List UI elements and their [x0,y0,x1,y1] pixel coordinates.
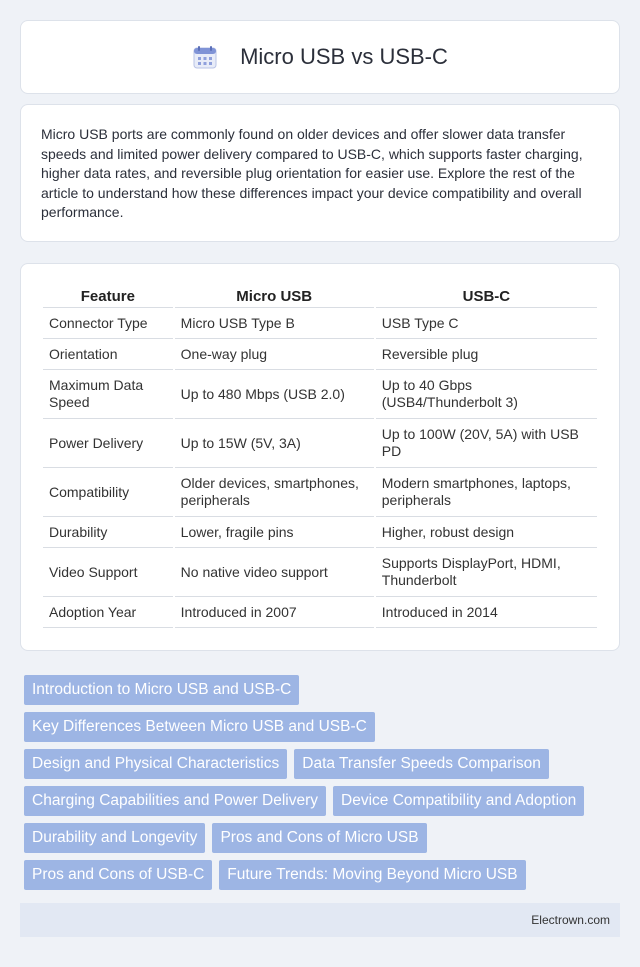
tag-row [24,675,620,705]
topic-link[interactable]: Device Compatibility and Adoption [333,786,584,816]
topic-tags [24,675,620,897]
tag-row [24,823,620,853]
topic-link[interactable]: Durability and Longevity [24,823,205,853]
table-cell: Maximum Data Speed [43,370,173,419]
table-row [43,468,597,517]
table-cell: Power Delivery [43,419,173,468]
topic-link[interactable]: Charging Capabilities and Power Delivery [24,786,326,816]
table-cell: No native video support [175,548,374,597]
calendar-icon [192,44,218,70]
tag-row [24,712,620,742]
table-row [43,517,597,548]
title-card [20,20,620,94]
topic-link[interactable]: Design and Physical Characteristics [24,749,287,779]
topic-link[interactable]: Key Differences Between Micro USB and USB-C [24,712,375,742]
table-cell: Supports DisplayPort, HDMI, Thunderbolt [376,548,597,597]
table-cell: Older devices, smartphones, peripherals [175,468,374,517]
table-cell: Up to 40 Gbps (USB4/Thunderbolt 3) [376,370,597,419]
table-cell: Connector Type [43,308,173,339]
footer [20,903,620,937]
tag-row [24,860,620,890]
table-row [43,548,597,597]
table-cell: Introduced in 2014 [376,597,597,628]
table-row [43,339,597,370]
table-cell: Micro USB Type B [175,308,374,339]
table-cell: Orientation [43,339,173,370]
tag-row [24,786,620,816]
table-row [43,419,597,468]
table-cell: Durability [43,517,173,548]
intro-card [20,104,620,242]
comparison-table-card [20,263,620,651]
table-row [43,308,597,339]
table-cell: Lower, fragile pins [175,517,374,548]
tag-row [24,749,620,779]
table-cell: Reversible plug [376,339,597,370]
table-row [43,370,597,419]
topic-link[interactable]: Future Trends: Moving Beyond Micro USB [219,860,525,890]
topic-link[interactable]: Pros and Cons of Micro USB [212,823,426,853]
table-cell: Up to 100W (20V, 5A) with USB PD [376,419,597,468]
page-title: Micro USB vs USB-C [240,44,448,69]
intro-text: Micro USB ports are commonly found on older devices and offer slower data transfer speeds and limited power delivery compared to USB-C, which supports faster charging, higher data rates, and reversible plug orientation for easier use. Explore the rest of the article to understand how these differences impact your device compatibility and overall performance. [41,126,583,221]
table-cell: Modern smartphones, laptops, peripherals [376,468,597,517]
column-header: Feature [43,282,173,308]
table-cell: Up to 480 Mbps (USB 2.0) [175,370,374,419]
table-cell: One-way plug [175,339,374,370]
column-header: Micro USB [175,282,374,308]
topic-link[interactable]: Introduction to Micro USB and USB-C [24,675,299,705]
table-cell: Compatibility [43,468,173,517]
topic-link[interactable]: Data Transfer Speeds Comparison [294,749,549,779]
table-cell: Video Support [43,548,173,597]
table-cell: Adoption Year [43,597,173,628]
table-cell: Higher, robust design [376,517,597,548]
table-cell: Introduced in 2007 [175,597,374,628]
table-cell: Up to 15W (5V, 3A) [175,419,374,468]
comparison-table [41,282,599,628]
table-header-row [43,282,597,308]
table-row [43,597,597,628]
topic-link[interactable]: Pros and Cons of USB-C [24,860,212,890]
table-cell: USB Type C [376,308,597,339]
column-header: USB-C [376,282,597,308]
footer-site-name[interactable]: Electrown.com [531,913,610,927]
